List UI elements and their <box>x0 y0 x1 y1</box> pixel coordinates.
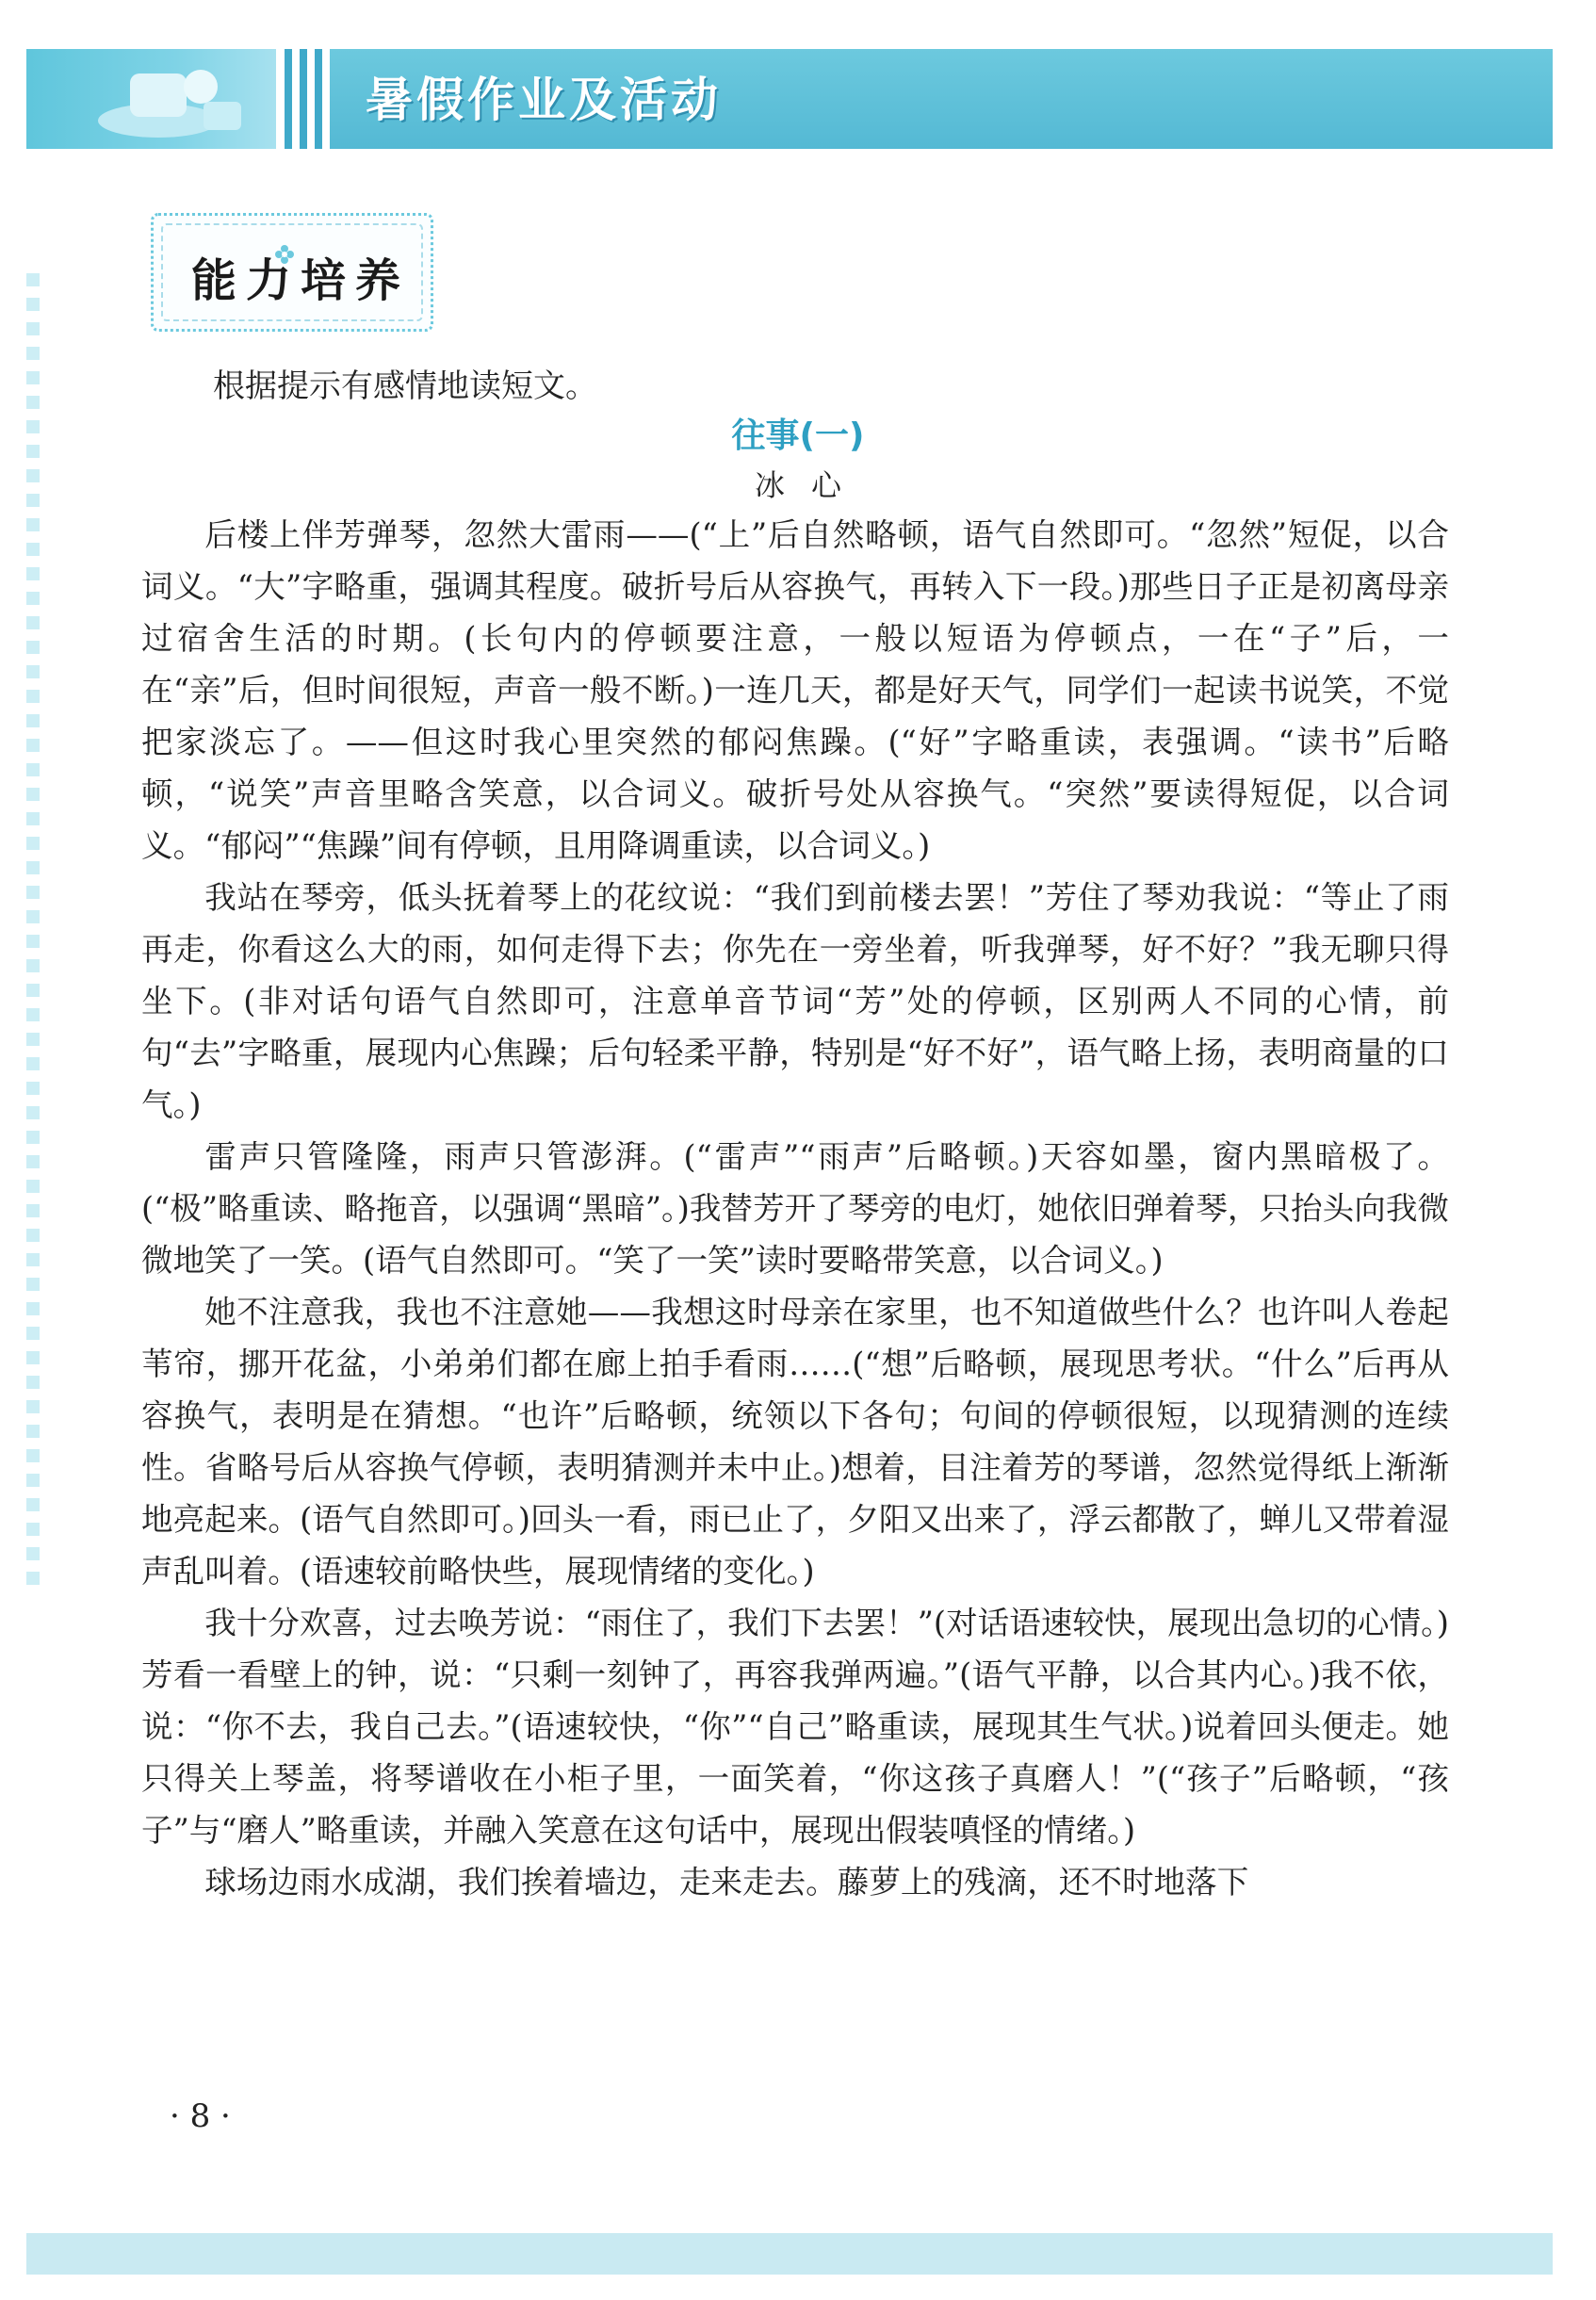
paragraph: 后楼上伴芳弹琴，忽然大雷雨——(“上”后自然略顿，语气自然即可。“忽然”短促，以合词义。“大”字略重，强调其程度。破折号后从容换气，再转入下一段。)那些日子正是初离母亲过宿舍生活的时期。(长句内的停顿要注意，一般以短语为停顿点，一在“子”后，一在“亲”后，但时间很短，声音一般不断。)一连几天，都是好天气，同学们一起读书说笑，不觉把家淡忘了。——但这时我心里突然的郁闷焦躁。(“好”字略重读，表强调。“读书”后略顿，“说笑”声音里略含笑意，以合词义。破折号处从容换气。“突然”要读得短促，以合词义。“郁闷”“焦躁”间有停顿，且用降调重读，以合词义。) <box>141 516 1449 864</box>
article-body <box>141 509 1449 1908</box>
article-author: 冰心 <box>754 467 868 503</box>
paragraph: 球场边雨水成湖，我们挨着墙边，走来走去。藤萝上的残滴，还不时地落下 <box>204 1864 1249 1900</box>
section-badge-label: 能力培养 <box>191 254 411 307</box>
instruction-text: 根据提示有感情地读短文。 <box>213 367 597 405</box>
header-logo-block <box>26 49 276 149</box>
paragraph: 我十分欢喜，过去唤芳说：“雨住了，我们下去罢！”(对话语速较快，展现出急切的心情。)芳看一看壁上的钟，说：“只剩一刻钟了，再容我弹两遍。”(语气平静，以合其内心。)我不依，说：“你不去，我自己去。”(语速较快，“你”“自己”略重读，展现其生气状。)说着回头便走。她只得关上琴盖，将琴谱收在小柜子里，一面笑着，“你这孩子真磨人！”(“孩子”后略顿，“孩子”与“磨人”略重读，并融入笑意在这句话中，展现出假装嗔怪的情绪。) <box>141 1605 1449 1849</box>
article-title: 往事(一) <box>731 416 865 455</box>
paragraph: 雷声只管隆隆，雨声只管澎湃。(“雷声”“雨声”后略顿。)天容如墨，窗内黑暗极了。(“极”略重读、略拖音，以强调“黑暗”。)我替芳开了琴旁的电灯，她依旧弹着琴，只抬头向我微微地笑了一笑。(语气自然即可。“笑了一笑”读时要略带笑意，以合词义。) <box>141 1138 1449 1279</box>
page-number: · 8 · <box>170 2097 231 2135</box>
header-banner <box>26 49 1553 149</box>
footer-band <box>26 2233 1553 2275</box>
header-title: 暑假作业及活动 <box>366 73 722 127</box>
header-title-band <box>330 49 1553 149</box>
header-divider-bars <box>281 49 326 149</box>
paragraph: 她不注意我，我也不注意她——我想这时母亲在家里，也不知道做些什么？也许叫人卷起苇帘，挪开花盆，小弟弟们都在廊上拍手看雨……(“想”后略顿，展现思考状。“什么”后再从容换气，表明是在猜想。“也许”后略顿，统领以下各句；句间的停顿很短，以现猜测的连续性。省略号后从容换气停顿，表明猜测并未中止。)想着，目注着芳的琴谱，忽然觉得纸上渐渐地亮起来。(语气自然即可。)回头一看，雨已止了，夕阳又出来了，浮云都散了，蝉儿又带着湿声乱叫着。(语速较前略快些，展现情绪的变化。) <box>141 1294 1449 1590</box>
decorative-illustration-icon <box>92 55 252 143</box>
section-badge <box>151 213 433 332</box>
paragraph: 我站在琴旁，低头抚着琴上的花纹说：“我们到前楼去罢！”芳住了琴劝我说：“等止了雨再走，你看这么大的雨，如何走得下去；你先在一旁坐着，听我弹琴，好不好？”我无聊只得坐下。(非对话句语气自然即可，注意单音节词“芳”处的停顿，区别两人不同的心情，前句“去”字略重，展现内心焦躁；后句轻柔平静，特别是“好不好”，语气略上扬，表明商量的口气。) <box>141 879 1449 1123</box>
